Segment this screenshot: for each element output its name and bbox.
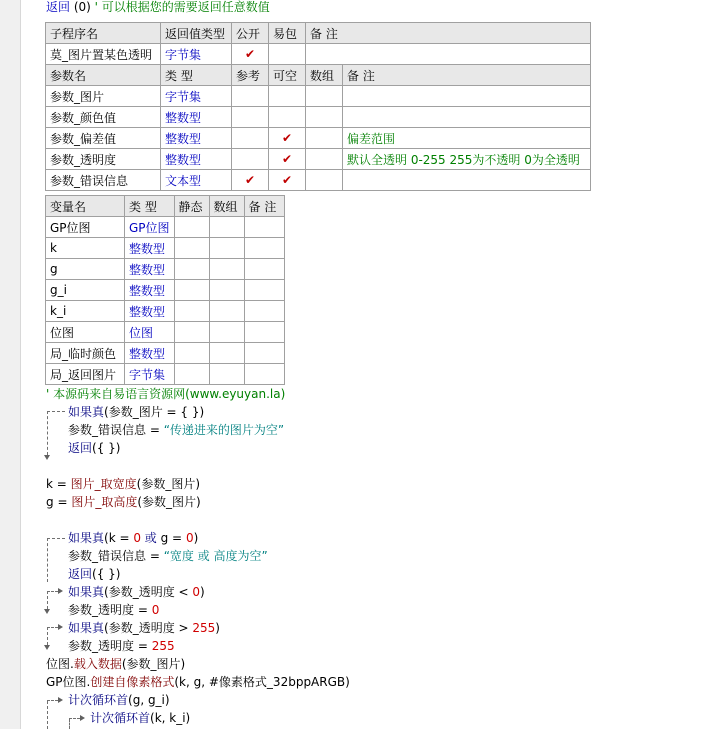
col-return-type: 返回值类型: [161, 23, 232, 44]
args: (参数_透明度 <: [104, 585, 193, 599]
var-type[interactable]: 整数型: [125, 343, 175, 364]
args: ({ }): [92, 441, 121, 455]
param-nullable[interactable]: [269, 107, 306, 128]
param-ref-check-icon[interactable]: ✔: [232, 170, 269, 191]
param-nullable-check-icon[interactable]: ✔: [269, 170, 306, 191]
col-param-ref: 参考: [232, 65, 269, 86]
object: 位图.: [46, 657, 74, 671]
param-array[interactable]: [306, 128, 343, 149]
fold-guide: [47, 591, 48, 609]
var: 参数_透明度: [68, 603, 135, 617]
keyword: 或: [140, 531, 161, 545]
fold-guide: [47, 700, 58, 701]
fold-guide: [47, 591, 58, 592]
method: 载入数据: [73, 657, 122, 671]
var-type[interactable]: 位图: [125, 322, 175, 343]
code-line[interactable]: [68, 421, 284, 439]
var: 参数_透明度: [68, 639, 135, 653]
var: 参数_错误信息: [68, 423, 147, 437]
col-param-array: 数组: [306, 65, 343, 86]
param-name[interactable]: 参数_偏差值: [46, 128, 161, 149]
var-row[interactable]: [46, 364, 285, 385]
operator: =: [52, 477, 71, 491]
code-line[interactable]: [68, 439, 120, 457]
var-row[interactable]: [46, 280, 285, 301]
operator: =: [53, 495, 72, 509]
var-row[interactable]: [46, 217, 285, 238]
param-type[interactable]: 文本型: [161, 170, 232, 191]
param-note[interactable]: [343, 170, 591, 191]
fold-guide: [47, 411, 65, 412]
operator: =: [134, 603, 152, 617]
param-type[interactable]: 字节集: [161, 86, 232, 107]
var-type[interactable]: 整数型: [125, 301, 175, 322]
code-line[interactable]: [68, 637, 175, 655]
fold-down-arrow-icon: [44, 609, 50, 614]
var-type[interactable]: GP位图: [125, 217, 175, 238]
top-return-line[interactable]: [46, 0, 270, 16]
var: 参数_错误信息: [68, 549, 147, 563]
function: 图片_取高度: [71, 495, 138, 509]
col-var-static: 静态: [174, 196, 209, 217]
col-var-note: 备 注: [244, 196, 284, 217]
keyword: 计次循环首: [68, 693, 129, 707]
col-var-array: 数组: [209, 196, 244, 217]
keyword: 如果真: [68, 585, 105, 599]
param-array[interactable]: [306, 149, 343, 170]
sub-name-cell[interactable]: 莫_图片置某色透明: [46, 44, 161, 65]
keyword: 如果真: [68, 621, 105, 635]
args: ): [200, 585, 205, 599]
keyword: 如果真: [68, 531, 105, 545]
param-name[interactable]: 参数_透明度: [46, 149, 161, 170]
param-row[interactable]: [46, 170, 591, 191]
param-note[interactable]: 默认全透明 0-255 255为不透明 0为全透明: [343, 149, 591, 170]
var-type[interactable]: 字节集: [125, 364, 175, 385]
fold-guide: [47, 627, 58, 628]
fold-down-arrow-icon: [44, 645, 50, 650]
param-nullable-check-icon[interactable]: ✔: [269, 128, 306, 149]
var-name[interactable]: g_i: [46, 280, 125, 301]
method: 创建自像素格式: [90, 675, 175, 689]
var-name[interactable]: 局_返回图片: [46, 364, 125, 385]
var-row[interactable]: [46, 343, 285, 364]
return-args: (0): [73, 0, 91, 14]
code-line[interactable]: [46, 673, 350, 691]
code-line[interactable]: [68, 619, 220, 637]
sub-public-check-icon[interactable]: ✔: [232, 44, 269, 65]
param-name[interactable]: 参数_错误信息: [46, 170, 161, 191]
param-row[interactable]: [46, 128, 591, 149]
var-type[interactable]: 整数型: [125, 259, 175, 280]
subroutine-table: [45, 22, 591, 191]
var: g: [46, 495, 54, 509]
number: 0: [192, 585, 201, 599]
var-name[interactable]: g: [46, 259, 125, 280]
param-type[interactable]: 整数型: [161, 128, 232, 149]
code-line[interactable]: [68, 565, 120, 583]
param-nullable-check-icon[interactable]: ✔: [269, 149, 306, 170]
code-line[interactable]: [68, 601, 159, 619]
fold-guide: [47, 411, 48, 455]
string: “传递进来的图片为空”: [163, 423, 285, 437]
editor-gutter: [0, 0, 21, 729]
col-sub-name: 子程序名: [46, 23, 161, 44]
fold-guide: [47, 538, 65, 539]
number: 255: [151, 639, 175, 653]
col-easy-pkg: 易包: [269, 23, 306, 44]
args: (参数_图片): [121, 657, 186, 671]
sub-return-type-cell[interactable]: 字节集: [161, 44, 232, 65]
object: GP位图.: [46, 675, 91, 689]
param-name[interactable]: 参数_颜色值: [46, 107, 161, 128]
param-type[interactable]: 整数型: [161, 107, 232, 128]
var-row[interactable]: [46, 259, 285, 280]
args: ): [215, 621, 220, 635]
param-row[interactable]: [46, 149, 591, 170]
fold-guide: [69, 719, 70, 729]
var-name[interactable]: GP位图: [46, 217, 125, 238]
args: (参数_图片): [137, 495, 201, 509]
fold-right-arrow-icon: [58, 624, 63, 630]
var: k: [46, 477, 53, 491]
sub-note-cell[interactable]: [306, 44, 591, 65]
number: 0: [133, 531, 141, 545]
fold-guide: [69, 718, 80, 719]
code-comment[interactable]: ' 本源码来自易语言资源网(www.eyuyan.la): [46, 387, 286, 401]
col-var-name: 变量名: [46, 196, 125, 217]
args: (k, g, #像素格式_32bppARGB): [174, 675, 350, 689]
fold-right-arrow-icon: [58, 588, 63, 594]
operator: =: [134, 639, 152, 653]
return-comment: ' 可以根据您的需要返回任意数值: [94, 0, 270, 14]
param-ref[interactable]: [232, 107, 269, 128]
args: (g, g_i): [128, 693, 170, 707]
var-name[interactable]: k_i: [46, 301, 125, 322]
operator: =: [146, 549, 164, 563]
col-param-nullable: 可空: [269, 65, 306, 86]
var-type[interactable]: 整数型: [125, 238, 175, 259]
sub-easy-pkg-cell[interactable]: [269, 44, 306, 65]
args: ): [193, 531, 199, 545]
col-var-type: 类 型: [125, 196, 175, 217]
fold-right-arrow-icon: [58, 697, 63, 703]
code-line[interactable]: [68, 691, 170, 709]
variables-table: [45, 195, 285, 385]
code-line[interactable]: [68, 529, 198, 547]
col-public: 公开: [232, 23, 269, 44]
code-line[interactable]: [46, 493, 201, 511]
code-line[interactable]: [46, 475, 200, 493]
number: 0: [151, 603, 160, 617]
param-name[interactable]: 参数_图片: [46, 86, 161, 107]
keyword: 计次循环首: [90, 711, 151, 725]
fold-right-arrow-icon: [80, 715, 85, 721]
param-ref[interactable]: [232, 149, 269, 170]
args: g =: [160, 531, 186, 545]
code-line[interactable]: [68, 583, 205, 601]
code-line[interactable]: [68, 547, 268, 565]
param-array[interactable]: [306, 107, 343, 128]
col-param-note: 备 注: [343, 65, 591, 86]
keyword: 如果真: [68, 405, 105, 419]
param-note[interactable]: [343, 107, 591, 128]
args: ({ }): [92, 567, 121, 581]
param-note[interactable]: 偏差范围: [343, 128, 591, 149]
fold-guide: [47, 627, 48, 645]
param-type[interactable]: 整数型: [161, 149, 232, 170]
param-note[interactable]: [343, 86, 591, 107]
var-name[interactable]: 局_临时颜色: [46, 343, 125, 364]
args: (参数_透明度 >: [104, 621, 193, 635]
var-name[interactable]: 位图: [46, 322, 125, 343]
number: 0: [185, 531, 194, 545]
var-row[interactable]: [46, 301, 285, 322]
var-row[interactable]: [46, 238, 285, 259]
code-line[interactable]: [90, 709, 190, 727]
fold-guide: [47, 701, 48, 729]
col-param-type: 类 型: [161, 65, 232, 86]
col-note: 备 注: [306, 23, 591, 44]
return-keyword: 返回: [46, 0, 71, 14]
fold-down-arrow-icon: [44, 455, 50, 460]
param-nullable[interactable]: [269, 86, 306, 107]
args: (k =: [104, 531, 134, 545]
args: (参数_图片): [136, 477, 201, 491]
var-type[interactable]: 整数型: [125, 280, 175, 301]
param-ref[interactable]: [232, 128, 269, 149]
args: (k, k_i): [150, 711, 191, 725]
keyword: 返回: [68, 441, 93, 455]
param-row[interactable]: [46, 86, 591, 107]
fold-guide: [47, 538, 48, 582]
col-param-name: 参数名: [46, 65, 161, 86]
function: 图片_取宽度: [70, 477, 137, 491]
operator: =: [146, 423, 164, 437]
code-line[interactable]: [46, 655, 185, 673]
args: (参数_图片 = { }): [104, 405, 205, 419]
keyword: 返回: [68, 567, 93, 581]
string: “宽度 或 高度为空”: [163, 549, 268, 563]
param-row[interactable]: [46, 107, 591, 128]
var-row[interactable]: [46, 322, 285, 343]
code-line[interactable]: [68, 403, 204, 421]
number: 255: [192, 621, 216, 635]
param-array[interactable]: [306, 170, 343, 191]
var-name[interactable]: k: [46, 238, 125, 259]
param-ref[interactable]: [232, 86, 269, 107]
param-array[interactable]: [306, 86, 343, 107]
